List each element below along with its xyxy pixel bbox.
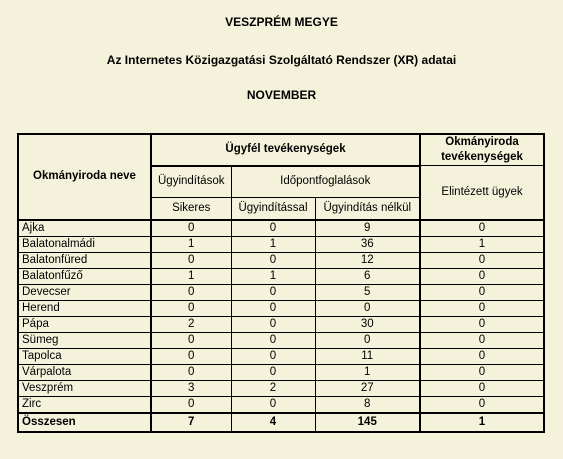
page-title: VESZPRÉM MEGYE	[225, 15, 338, 29]
completed-count: 0	[420, 348, 544, 364]
with-launch-count: 1	[231, 268, 315, 284]
with-launch-count: 1	[231, 236, 315, 252]
column-header-with-launch: Ügyindítással	[231, 198, 315, 220]
column-header-office-name: Okmányiroda neve	[18, 134, 151, 220]
completed-count: 1	[420, 236, 544, 252]
column-header-successful: Sikeres	[151, 198, 231, 220]
table-row	[18, 348, 544, 364]
with-launch-count: 0	[231, 220, 315, 237]
completed-count: 0	[420, 396, 544, 413]
total-successful-count: 7	[151, 413, 231, 432]
office-name: Zirc	[18, 396, 151, 413]
without-launch-count: 6	[315, 268, 420, 284]
table-row	[18, 236, 544, 252]
office-name: Pápa	[18, 316, 151, 332]
without-launch-count: 5	[315, 284, 420, 300]
successful-count: 0	[151, 284, 231, 300]
table-row	[18, 396, 544, 413]
completed-count: 0	[420, 380, 544, 396]
completed-count: 0	[420, 220, 544, 237]
successful-count: 1	[151, 236, 231, 252]
completed-count: 0	[420, 316, 544, 332]
without-launch-count: 30	[315, 316, 420, 332]
without-launch-count: 9	[315, 220, 420, 237]
office-name: Balatonalmádi	[18, 236, 151, 252]
without-launch-count: 11	[315, 348, 420, 364]
table-row	[18, 316, 544, 332]
statistics-table	[17, 133, 545, 433]
table-row	[18, 332, 544, 348]
table-row	[18, 252, 544, 268]
office-name: Sümeg	[18, 332, 151, 348]
completed-count: 0	[420, 364, 544, 380]
without-launch-count: 0	[315, 300, 420, 316]
office-name: Veszprém	[18, 380, 151, 396]
successful-count: 0	[151, 364, 231, 380]
column-header-without-launch: Ügyindítás nélkül	[315, 198, 420, 220]
without-launch-count: 12	[315, 252, 420, 268]
with-launch-count: 0	[231, 284, 315, 300]
successful-count: 0	[151, 220, 231, 237]
group-header-office-activities: Okmányiroda tevékenységek	[420, 134, 544, 166]
total-office-name: Összesen	[18, 413, 151, 432]
without-launch-count: 8	[315, 396, 420, 413]
completed-count: 0	[420, 268, 544, 284]
page-subtitle: Az Internetes Közigazgatási Szolgáltató Rendszer (XR) adatai	[106, 53, 457, 67]
total-completed-count: 1	[420, 413, 544, 432]
completed-count: 0	[420, 332, 544, 348]
table-row	[18, 380, 544, 396]
with-launch-count: 0	[231, 316, 315, 332]
office-name: Ajka	[18, 220, 151, 237]
successful-count: 0	[151, 348, 231, 364]
office-name: Balatonfűző	[18, 268, 151, 284]
total-row	[18, 413, 544, 432]
office-name: Herend	[18, 300, 151, 316]
table-row	[18, 284, 544, 300]
without-launch-count: 1	[315, 364, 420, 380]
table-row	[18, 268, 544, 284]
office-name: Várpalota	[18, 364, 151, 380]
completed-count: 0	[420, 252, 544, 268]
without-launch-count: 36	[315, 236, 420, 252]
table-row	[18, 364, 544, 380]
table-row	[18, 220, 544, 237]
completed-count: 0	[420, 284, 544, 300]
total-without-launch-count: 145	[315, 413, 420, 432]
with-launch-count: 0	[231, 396, 315, 413]
with-launch-count: 0	[231, 300, 315, 316]
successful-count: 0	[151, 300, 231, 316]
successful-count: 2	[151, 316, 231, 332]
successful-count: 1	[151, 268, 231, 284]
office-name: Devecser	[18, 284, 151, 300]
with-launch-count: 0	[231, 332, 315, 348]
subheader-launches: Ügyindítások	[151, 166, 231, 198]
successful-count: 3	[151, 380, 231, 396]
with-launch-count: 0	[231, 348, 315, 364]
subheader-completed-cases: Elintézett ügyek	[420, 166, 544, 220]
successful-count: 0	[151, 332, 231, 348]
completed-count: 0	[420, 300, 544, 316]
without-launch-count: 27	[315, 380, 420, 396]
group-header-client-activities: Ügyfél tevékenységek	[151, 134, 420, 166]
successful-count: 0	[151, 252, 231, 268]
subheader-bookings: Időpontfoglalások	[231, 166, 420, 198]
with-launch-count: 0	[231, 364, 315, 380]
total-with-launch-count: 4	[231, 413, 315, 432]
table-row	[18, 300, 544, 316]
month-heading: NOVEMBER	[246, 88, 317, 102]
without-launch-count: 0	[315, 332, 420, 348]
office-name: Balatonfüred	[18, 252, 151, 268]
office-name: Tapolca	[18, 348, 151, 364]
with-launch-count: 0	[231, 252, 315, 268]
with-launch-count: 2	[231, 380, 315, 396]
successful-count: 0	[151, 396, 231, 413]
